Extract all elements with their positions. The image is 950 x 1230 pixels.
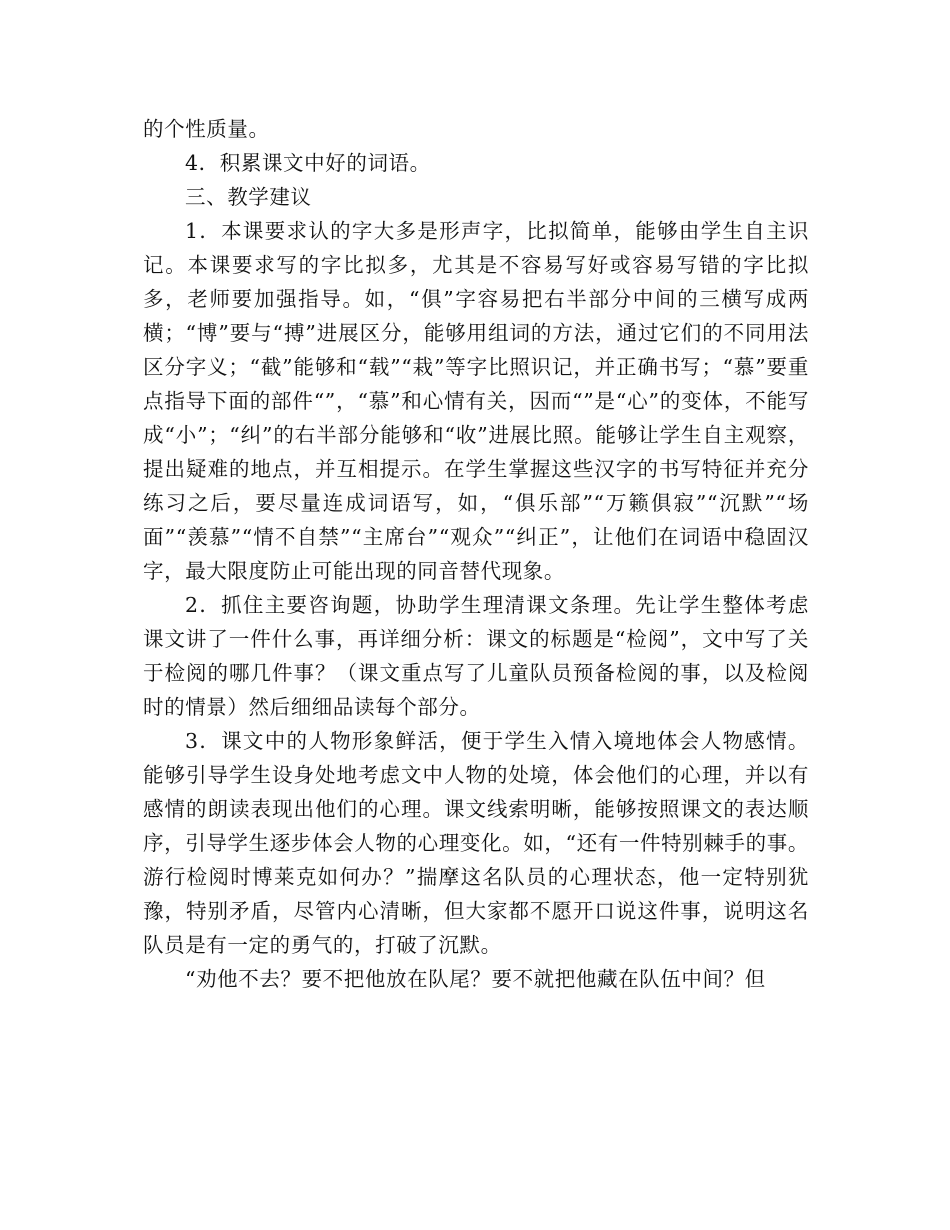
suggestion-paragraph-2: 2．抓住主要咨询题，协助学生理清课文条理。先让学生整体考虑课文讲了一件什么事，再详细分析：课文的标题是“检阅”，文中写了关于检阅的哪几件事？（课文重点写了儿童队员预备检阅的事，以及检阅时的情景）然后细细品读每个部分。 bbox=[143, 593, 809, 719]
list-item-4: 4．积累课文中好的词语。 bbox=[185, 151, 431, 175]
section-heading-teaching-suggestions: 三、教学建议 bbox=[185, 185, 312, 209]
document-body bbox=[143, 112, 809, 996]
suggestion-paragraph-3: 3．课文中的人物形象鲜活，便于学生入情入境地体会人物感情。能够引导学生设身处地考虑文中人物的处境，体会他们的心理，并以有感情的朗读表现出他们的心理。课文线索明晰，能够按照课文的表达顺序，引导学生逐步体会人物的心理变化。如，“还有一件特别棘手的事。游行检阅时博莱克如何办？”揣摩这名队员的心理状态，他一定特别犹豫，特别矛盾，尽管内心清晰，但大家都不愿开口说这件事，说明这名队员是有一定的勇气的，打破了沉默。 bbox=[143, 729, 809, 957]
quote-paragraph: “劝他不去？要不把他放在队尾？要不就把他藏在队伍中间？但 bbox=[185, 967, 766, 991]
paragraph-continuation: 的个性质量。 bbox=[143, 117, 270, 141]
suggestion-paragraph-1: 1．本课要求认的字大多是形声字，比拟简单，能够由学生自主识记。本课要求写的字比拟多，尤其是不容易写好或容易写错的字比拟多，老师要加强指导。如，“俱”字容易把右半部分中间的三横写成两横；“博”要与“搏”进展区分，能够用组词的方法，通过它们的不同用法区分字义；“截”能够和“载”“栽”等字比照识记，并正确书写；“慕”要重点指导下面的部件“”，“慕”和心情有关，因而“”是“心”的变体，不能写成“小”；“纠”的右半部分能够和“收”进展比照。能够让学生自主观察，提出疑难的地点，并互相提示。在学生掌握这些汉字的书写特征并充分练习之后，要尽量连成词语写，如，“俱乐部”“万籁俱寂”“沉默”“场面”“羡慕”“情不自禁”“主席台”“观众”“纠正”，让他们在词语中稳固汉字，最大限度防止可能出现的同音替代现象。 bbox=[143, 219, 809, 583]
